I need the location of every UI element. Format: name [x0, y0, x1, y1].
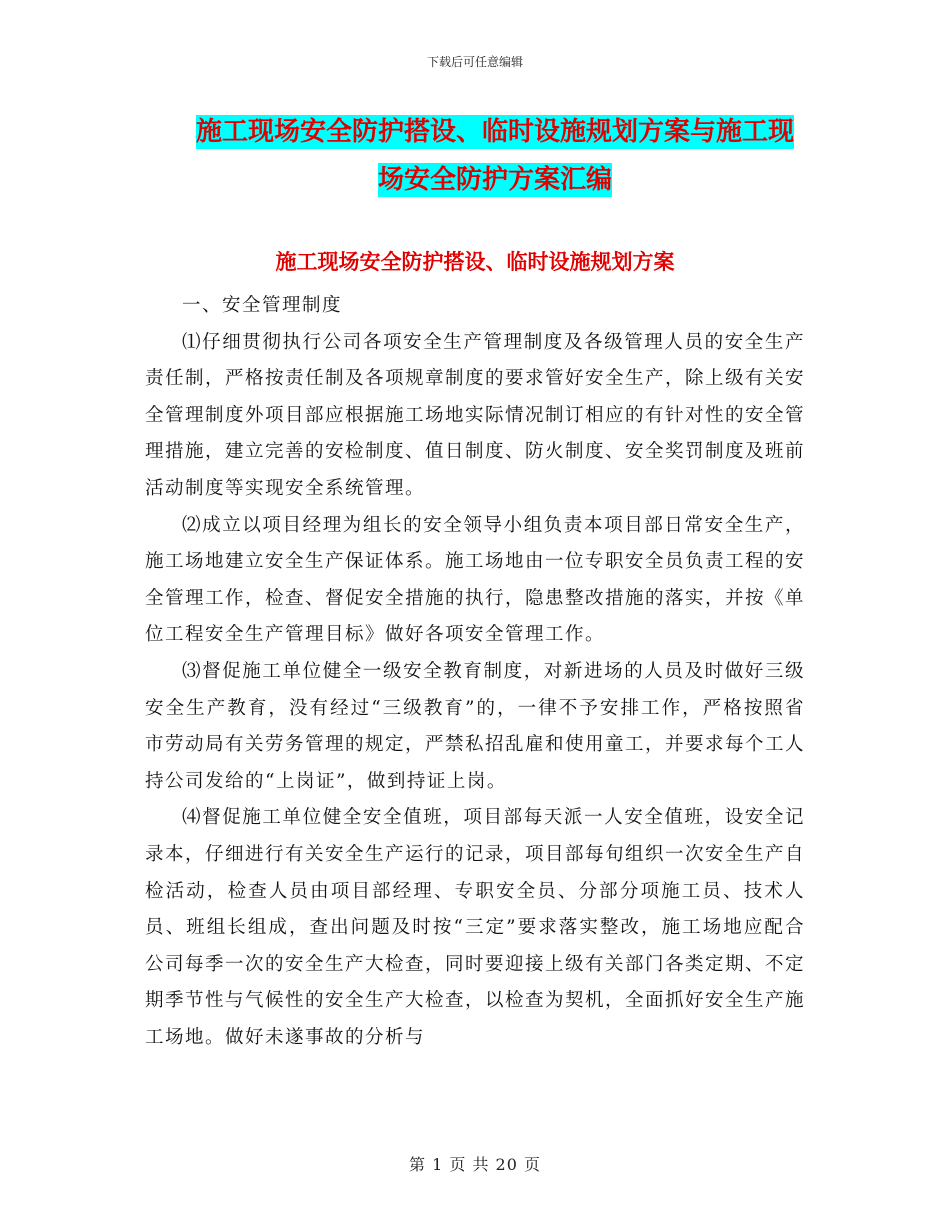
section-title: 施工现场安全防护搭设、临时设施规划方案 — [275, 250, 675, 274]
document-title-line1: 施工现场安全防护搭设、临时设施规划方案与施工现 — [195, 117, 794, 147]
paragraph-1: ⑴仔细贯彻执行公司各项安全生产管理制度及各级管理人员的安全生产责任制，严格按责任制及各项规章制度的要求管好安全生产，除上级有关安全管理制度外项目部应根据施工场地实际情况制订相应的有针对性的安全管理措施，建立完善的安检制度、值日制度、防火制度、安全奖罚制度及班前活动制度等实现安全系统管理。 — [145, 331, 806, 499]
page-number: 第 1 页 共 20 页 — [409, 1155, 541, 1174]
document-title-line2: 场安全防护方案汇编 — [377, 165, 612, 195]
heading-safety-management: 一、安全管理制度 — [182, 295, 343, 316]
paragraph-2: ⑵成立以项目经理为组长的安全领导小组负责本项目部日常安全生产，施工场地建立安全生产保证体系。施工场地由一位专职安全员负责工程的安全管理工作，检查、督促安全措施的执行，隐患整改措施的落实，并按《单位工程安全生产管理目标》做好各项安全管理工作。 — [145, 514, 806, 646]
paragraph-4: ⑷督促施工单位健全安全值班，项目部每天派一人安全值班，设安全记录本，仔细进行有关安全生产运行的记录，项目部每旬组织一次安全生产自检活动，检查人员由项目部经理、专职安全员、分部分项施工员、技术人员、班组长组成，查出问题及时按“三定”要求落实整改，施工场地应配合公司每季一次的安全生产大检查，同时要迎接上级有关部门各类定期、不定期季节性与气候性的安全生产大检查，以检查为契机，全面抓好安全生产施工场地。做好未遂事故的分析与 — [145, 807, 806, 1048]
page-header-note: 下载后可任意编辑 — [426, 55, 523, 69]
document-body — [145, 288, 805, 1056]
document-title — [145, 108, 845, 204]
paragraph-3: ⑶督促施工单位健全一级安全教育制度，对新进场的人员及时做好三级安全生产教育，没有经过“三级教育”的，一律不予安排工作，严格按照省市劳动局有关劳务管理的规定，严禁私招乱雇和使用童工，并要求每个工人持公司发给的“上岗证”，做到持证上岗。 — [145, 660, 806, 792]
